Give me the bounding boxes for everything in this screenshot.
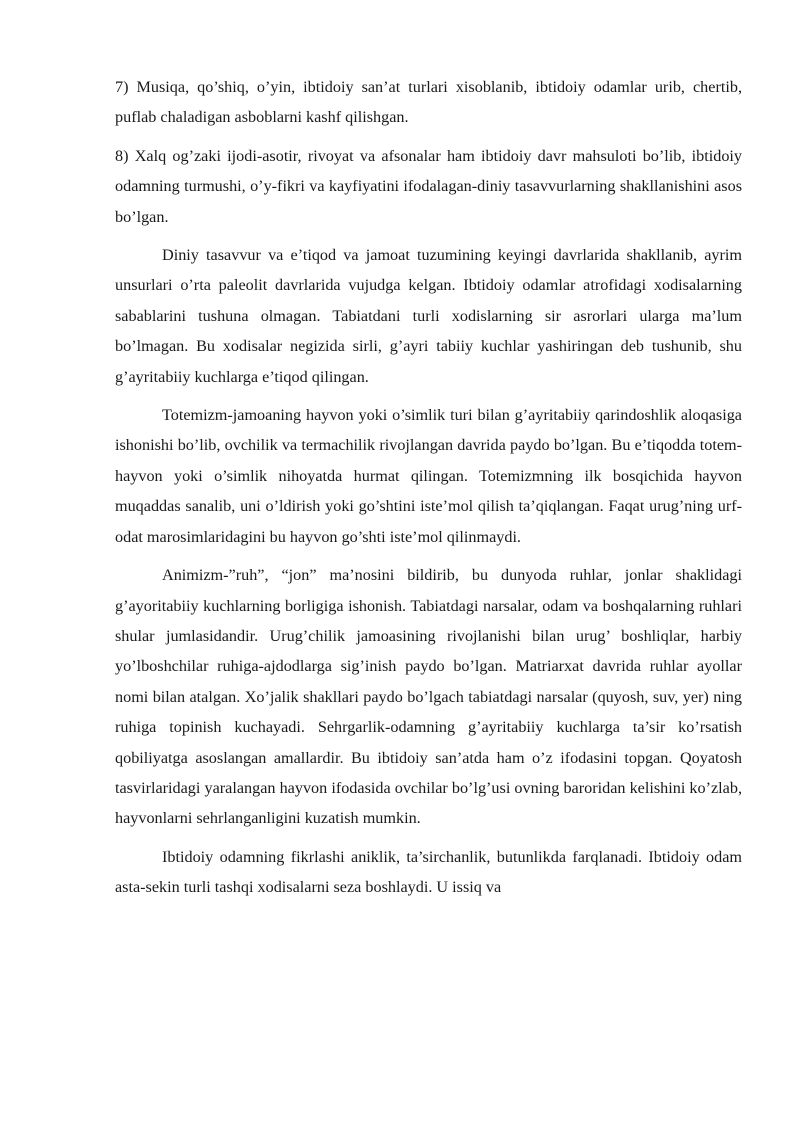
paragraph-animizm: Animizm-”ruh”, “jon” ma’nosini bildirib, bu dunyoda ruhlar, jonlar shaklidagi g’ayoritabiiy kuchlarning borligiga ishonish. Tabiatdagi narsalar, odam va boshqalarning ruhlari shular jumlasidandir. Urug’chilik jamoasining rivojlanishi bilan urug’ boshliqlar, harbiy yo’lboshchilar ruhiga-ajdodlarga sig’inish paydo bo’lgan. Matriarxat davrida ruhlar ayollar nomi bilan atalgan. Xo’jalik shakllari paydo bo’lgach tabiatdagi narsalar (quyosh, suv, yer) ning ruhiga topinish kuchayadi. Sehrgarlik-odamning g’ayritabiiy kuchlarga ta’sir ko’rsatish qobiliyatga asoslangan amallardir. Bu ibtidoiy san’atda ham o’z ifodasini topgan. Qoyatosh tasvirlaridagi yaralangan hayvon ifodasida ovchilar bo’lg’usi ovning baroridan kelishini ko’zlab, hayvonlarni sehrlanganligini kuzatish mumkin. <box>115 566 742 828</box>
paragraph-diniy-tasavvur: Diniy tasavvur va e’tiqod va jamoat tuzumining keyingi davrlarida shakllanib, ayrim unsurlari o’rta paleolit davrlarida vujudga kelgan. Ibtidoiy odamlar atrofidagi xodisalarning sabablarini tushuna olmagan. Tabiatdani turli xodislarning sir asrorlari ularga ma’lum bo’lmagan. Bu xodisalar negizida sirli, g’ayri tabiiy kuchlar yashiringan deb tushunib, shu g’ayritabiiy kuchlarga e’tiqod qilingan. <box>115 246 742 386</box>
paragraph-totemizm: Totemizm-jamoaning hayvon yoki o’simlik turi bilan g’ayritabiiy qarindoshlik aloqasiga ishonishi bo’lib, ovchilik va termachilik rivojlangan davrida paydo bo’lgan. Bu e’tiqodda totem-hayvon yoki o’simlik nihoyatda hurmat qilingan. Totemizmning ilk bosqichida hayvon muqaddas sanalib, uni o’ldirish yoki go’shtini iste’mol qilish ta’qiqlangan. Faqat urug’ning urf-odat marosimlaridagini bu hayvon go’shti iste’mol qilinmaydi. <box>115 406 742 546</box>
paragraph-musiqa: 7) Musiqa, qo’shiq, o’yin, ibtidoiy san’at turlari xisoblanib, ibtidoiy odamlar urib, chertib, puflab chaladigan asboblarni kashf qilishgan. <box>115 78 742 127</box>
paragraph-xalq-ogzaki-ijodi: 8) Xalq og’zaki ijodi-asotir, rivoyat va afsonalar ham ibtidoiy davr mahsuloti bo’lib, ibtidoiy odamning turmushi, o’y-fikri va kayfiyatini ifodalagan-diniy tasavvurlarning shakllanishini asos bo’lgan. <box>115 146 742 226</box>
document-body <box>115 72 742 911</box>
paragraph-ibtidoiy-fikrlash: Ibtidoiy odamning fikrlashi aniklik, ta’sirchanlik, butunlikda farqlanadi. Ibtidoiy odam asta-sekin turli tashqi xodisalarni seza boshlaydi. U issiq va <box>115 847 742 897</box>
